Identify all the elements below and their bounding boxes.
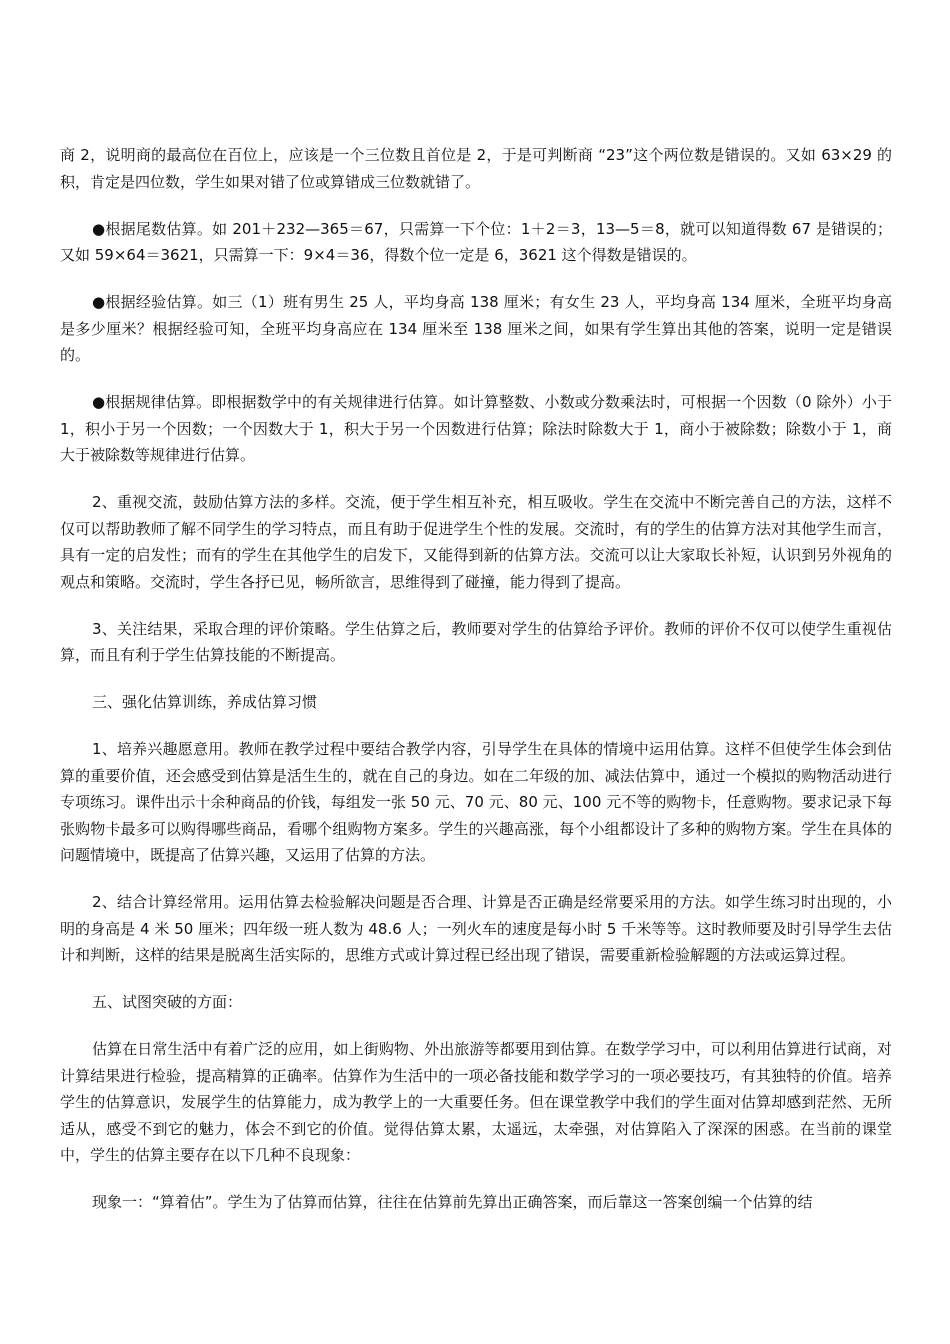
paragraph-phenomenon-one: 现象一：“算着估”。学生为了估算而估算，往往在估算前先算出正确答案，而后靠这一答案创编一个估算的结 bbox=[92, 1193, 813, 1211]
paragraph-tail-digit-estimation: ●根据尾数估算。如 201＋232—365＝67，只需算一下个位：1＋2＝3，13—5＝8，就可以知道得数 67 是错误的；又如 59×64＝3621，只需算一下：9×4＝36，得数个位一定是 6，3621 这个得数是错误的。 bbox=[60, 219, 892, 264]
paragraph-value-communication: 2、重视交流，鼓励估算方法的多样。交流，便于学生相互补充，相互吸收。学生在交流中不断完善自己的方法，这样不仅可以帮助教师了解不同学生的学习特点，而且有助于促进学生个性的发展。交流时，有的学生的估算方法对其他学生而言，具有一定的启发性；而有的学生在其他学生的启发下，又能得到新的估算方法。交流可以让大家取长补短，认识到另外视角的观点和策略。交流时，学生各抒已见，畅所欲言，思维得到了碰撞，能力得到了提高。 bbox=[60, 493, 892, 591]
paragraph-focus-on-results: 3、关注结果，采取合理的评价策略。学生估算之后，教师要对学生的估算给予评价。教师的评价不仅可以使学生重视估算，而且有利于学生估算技能的不断提高。 bbox=[60, 619, 892, 664]
paragraph-combine-with-calculation: 2、结合计算经常用。运用估算去检验解决问题是否合理、计算是否正确是经常要采用的方法。如学生练习时出现的，小明的身高是 4 米 50 厘米；四年级一班人数为 48.6 人；一列火车的速度是每小时 5 千米等等。这时教师要及时引导学生去估计和判断，这样的结果是脱离生活实际的，思维方式或计算过程已经出现了错误，需要重新检验解题的方法或运算过程。 bbox=[60, 893, 892, 964]
paragraph-experience-estimation: ●根据经验估算。如三（1）班有男生 25 人，平均身高 138 厘米；有女生 23 人，平均身高 134 厘米，全班平均身高是多少厘米？根据经验可知，全班平均身高应在 134 厘米至 138 厘米之间，如果有学生算出其他的答案，说明一定是错误的。 bbox=[60, 293, 892, 364]
document-page bbox=[60, 142, 892, 1236]
paragraph-rule-estimation: ●根据规律估算。即根据数学中的有关规律进行估算。如计算整数、小数或分数乘法时，可根据一个因数（0 除外）小于 1，积小于另一个因数；一个因数大于 1，积大于另一个因数进行估算；除法时除数大于 1，商小于被除数；除数小于 1，商大于被除数等规律进行估算。 bbox=[60, 393, 892, 464]
paragraph-cultivate-interest: 1、培养兴趣愿意用。教师在教学过程中要结合教学内容，引导学生在具体的情境中运用估算。这样不但使学生体会到估算的重要价值，还会感受到估算是活生生的，就在自己的身边。如在二年级的加、减法估算中，通过一个模拟的购物活动进行专项练习。课件出示十余种商品的价钱，每组发一张 50 元、70 元、80 元、100 元不等的购物卡，任意购物。要求记录下每张购物卡最多可以购得哪些商品，看哪个组购物方案多。学生的兴趣高涨，每个小组都设计了多种的购物方案。学生在具体的问题情境中，既提高了估算兴趣，又运用了估算的方法。 bbox=[60, 740, 892, 864]
section-heading-strengthen-training: 三、强化估算训练，养成估算习惯 bbox=[92, 693, 318, 711]
paragraph-trial-quotient-continuation: 商 2，说明商的最高位在百位上，应该是一个三位数且首位是 2，于是可判断商 “23”这个两位数是错误的。又如 63×29 的积，肯定是四位数，学生如果对错了位或算错成三位数就错了。 bbox=[60, 146, 892, 191]
paragraph-estimation-in-daily-life: 估算在日常生活中有着广泛的应用，如上街购物、外出旅游等都要用到估算。在数学学习中，可以利用估算进行试商，对计算结果进行检验，提高精算的正确率。估算作为生活中的一项必备技能和数学学习的一项必要技巧，有其独特的价值。培养学生的估算意识，发展学生的估算能力，成为教学上的一大重要任务。但在课堂教学中我们的学生面对估算却感到茫然、无所适从，感受不到它的魅力，体会不到它的价值。觉得估算太累，太遥远，太牵强，对估算陷入了深深的困惑。在当前的课堂中，学生的估算主要存在以下几种不良现象： bbox=[60, 1040, 892, 1164]
section-heading-breakthrough-aspects: 五、试图突破的方面： bbox=[92, 993, 243, 1011]
